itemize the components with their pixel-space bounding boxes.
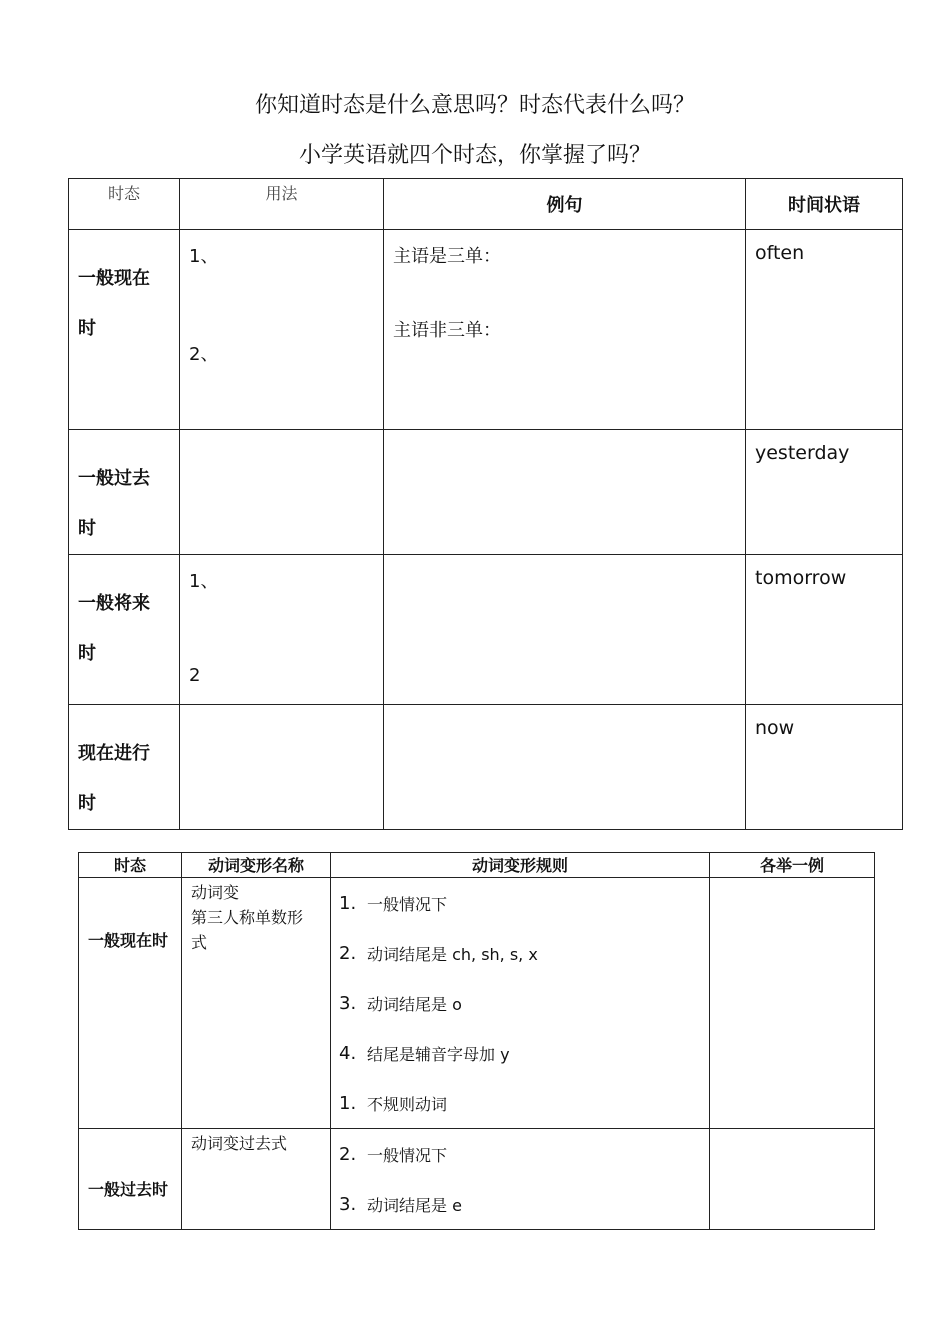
example-cell[interactable]	[710, 1129, 875, 1230]
rule-item	[339, 878, 709, 928]
rule-text: 动词结尾是 e	[367, 1195, 462, 1215]
rule-text: 动词结尾是 ch, sh, s, x	[367, 944, 538, 964]
rule-item	[339, 1078, 709, 1128]
table-row	[79, 1129, 875, 1230]
adverb-cell: now	[746, 705, 903, 830]
table-header-row	[79, 853, 875, 878]
rule-text: 一般情况下	[367, 894, 448, 914]
usage-item: 1、	[189, 571, 219, 592]
example-item: 主语是三单：	[393, 246, 501, 267]
example-cell[interactable]	[384, 555, 746, 705]
usage-item: 2、	[189, 344, 219, 365]
rules-cell	[331, 1129, 710, 1230]
example-cell[interactable]	[710, 878, 875, 1129]
adverb-cell: tomorrow	[746, 555, 903, 705]
tense-label-suffix: 时	[78, 793, 96, 814]
page-title: 你知道时态是什么意思吗？时态代表什么吗？	[254, 93, 695, 118]
rule-item	[339, 1028, 709, 1078]
tense-label: 一般现在时	[88, 931, 169, 950]
header-example: 各举一例	[710, 853, 875, 878]
tense-label-suffix: 时	[78, 318, 96, 339]
verb-form-line: 式	[191, 933, 208, 952]
tense-label-suffix: 时	[78, 643, 96, 664]
tense-label: 一般过去时	[88, 1180, 169, 1199]
rule-number: 1.	[339, 892, 357, 914]
rule-text: 不规则动词	[367, 1094, 448, 1114]
adverb-cell: often	[746, 230, 903, 430]
rule-text: 一般情况下	[367, 1145, 448, 1165]
tense-label: 一般将来	[78, 593, 150, 614]
verb-form-cell	[182, 878, 331, 1129]
example-cell[interactable]	[384, 705, 746, 830]
example-item: 主语非三单：	[393, 320, 501, 341]
rule-item	[339, 1179, 709, 1229]
tense-label: 现在进行	[78, 743, 150, 764]
verb-form-cell	[182, 1129, 331, 1230]
tense-cell	[79, 1129, 182, 1230]
usage-cell[interactable]	[180, 705, 384, 830]
rule-text: 动词结尾是 o	[367, 994, 462, 1014]
header-adverb: 时间状语	[746, 179, 903, 230]
rule-number: 3.	[339, 992, 357, 1014]
header-usage: 用法	[180, 179, 384, 230]
header-verb-form: 动词变形名称	[182, 853, 331, 878]
tense-label: 一般过去	[78, 468, 150, 489]
tense-cell	[69, 430, 180, 555]
rule-number: 2.	[339, 942, 357, 964]
rule-number: 2.	[339, 1143, 357, 1165]
table-row	[69, 705, 903, 830]
tense-cell	[69, 555, 180, 705]
tense-usage-table	[68, 178, 903, 830]
rule-text: 结尾是辅音字母加 y	[367, 1044, 510, 1064]
usage-cell[interactable]	[180, 555, 384, 705]
example-cell[interactable]	[384, 230, 746, 430]
tense-cell	[69, 705, 180, 830]
usage-cell[interactable]	[180, 230, 384, 430]
verb-form-table	[78, 852, 875, 1230]
rule-item	[339, 1129, 709, 1179]
tense-cell	[79, 878, 182, 1129]
header-tense: 时态	[69, 179, 180, 230]
rule-item	[339, 978, 709, 1028]
table-header-row	[69, 179, 903, 230]
rule-number: 4.	[339, 1042, 357, 1064]
table-row	[79, 878, 875, 1129]
tense-cell	[69, 230, 180, 430]
rule-number: 3.	[339, 1193, 357, 1215]
table-row	[69, 555, 903, 705]
table-row	[69, 230, 903, 430]
rules-cell	[331, 878, 710, 1129]
header-example: 例句	[384, 179, 746, 230]
usage-cell[interactable]	[180, 430, 384, 555]
example-cell[interactable]	[384, 430, 746, 555]
adverb-cell: yesterday	[746, 430, 903, 555]
header-rules: 动词变形规则	[331, 853, 710, 878]
rule-number: 1.	[339, 1092, 357, 1114]
page-subtitle: 小学英语就四个时态，你掌握了吗？	[298, 143, 651, 168]
verb-form-line: 第三人称单数形	[191, 908, 304, 927]
tense-label: 一般现在	[78, 268, 150, 289]
table-row	[69, 430, 903, 555]
usage-item: 2	[189, 665, 201, 686]
tense-label-suffix: 时	[78, 518, 96, 539]
rule-item	[339, 928, 709, 978]
usage-item: 1、	[189, 246, 219, 267]
verb-form-line: 动词变过去式	[191, 1134, 288, 1153]
header-tense: 时态	[79, 853, 182, 878]
verb-form-line: 动词变	[191, 883, 240, 902]
